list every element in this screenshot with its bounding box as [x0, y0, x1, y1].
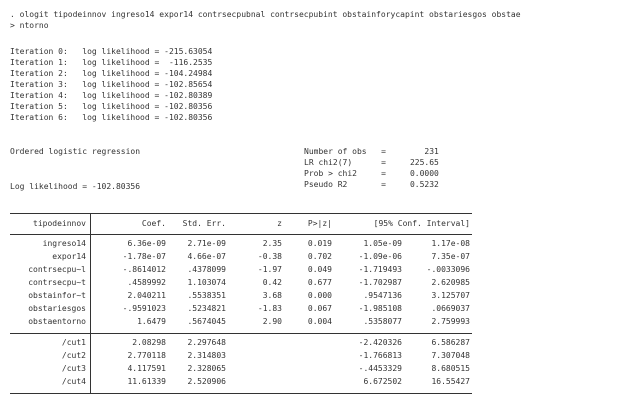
table-top-rule	[10, 213, 472, 214]
row-z: -0.38	[257, 252, 282, 261]
row-coef: -.8614012	[122, 265, 166, 274]
command-continuation: > ntorno	[10, 21, 49, 30]
row-variable: ingreso14	[42, 239, 86, 248]
row-variable: contrsecpu~l	[28, 265, 86, 274]
row-ci-low: 1.05e-09	[363, 239, 402, 248]
row-z: 0.42	[262, 278, 282, 287]
iteration-log	[10, 46, 212, 123]
header-conf-interval: [95% Conf. Interval]	[373, 219, 470, 228]
header-std-err: Std. Err.	[182, 219, 226, 228]
iteration-line: Iteration 3: log likelihood = -102.85654	[10, 80, 213, 89]
model-stat-line: LR chi2(7) = 225.65	[304, 158, 439, 167]
table-row	[10, 278, 472, 289]
row-variable: obstaentorno	[28, 317, 86, 326]
row-ci-low: -1.09e-06	[358, 252, 402, 261]
row-p-value: 0.677	[307, 278, 332, 287]
row-z: -1.97	[257, 265, 282, 274]
cut-coef: 11.61339	[127, 377, 166, 386]
table-row	[10, 265, 472, 276]
iteration-line: Iteration 2: log likelihood = -104.24984	[10, 69, 213, 78]
iteration-line: Iteration 0: log likelihood = -215.63054	[10, 47, 213, 56]
header-variable: tipodeinnov	[33, 219, 86, 228]
row-z: 3.68	[262, 291, 282, 300]
row-std-err: .5234821	[187, 304, 226, 313]
row-ci-high: -.0033096	[426, 265, 470, 274]
table-cut-row	[10, 364, 472, 375]
cut-ci-low: -2.420326	[358, 338, 402, 347]
table-bottom-rule	[10, 393, 472, 394]
cut-coef: 2.08298	[132, 338, 166, 347]
cut-coef: 2.770118	[127, 351, 166, 360]
row-coef: 6.36e-09	[127, 239, 166, 248]
row-p-value: 0.019	[307, 239, 332, 248]
row-p-value: 0.049	[307, 265, 332, 274]
cut-label: /cut2	[61, 351, 86, 360]
table-row	[10, 317, 472, 328]
row-coef: -1.78e-07	[122, 252, 166, 261]
model-stat-line: Pseudo R2 = 0.5232	[304, 180, 439, 189]
cut-ci-low: -1.766813	[358, 351, 402, 360]
row-coef: -.9591023	[122, 304, 166, 313]
row-variable: obstariesgos	[28, 304, 86, 313]
iteration-line: Iteration 5: log likelihood = -102.80356	[10, 102, 213, 111]
row-z: -1.83	[257, 304, 282, 313]
model-stat-line: Prob > chi2 = 0.0000	[304, 169, 439, 178]
row-variable: obstainfor~t	[28, 291, 86, 300]
row-ci-low: -1.719493	[358, 265, 402, 274]
row-z: 2.35	[262, 239, 282, 248]
row-z: 2.90	[262, 317, 282, 326]
cut-ci-high: 6.586287	[431, 338, 470, 347]
cut-ci-high: 16.55427	[431, 377, 470, 386]
header-p-value: P>|z|	[307, 219, 332, 228]
row-std-err: .5674045	[187, 317, 226, 326]
row-std-err: 1.103074	[187, 278, 226, 287]
row-std-err: .4378099	[187, 265, 226, 274]
cut-coef: 4.117591	[127, 364, 166, 373]
table-cut-row	[10, 377, 472, 388]
row-std-err: 2.71e-09	[187, 239, 226, 248]
log-likelihood: Log likelihood = -102.80356	[10, 182, 141, 191]
table-mid-rule	[10, 333, 472, 334]
model-stat-line: Number of obs = 231	[304, 147, 439, 156]
table-column-separator	[90, 213, 91, 393]
cut-std-err: 2.297648	[187, 338, 226, 347]
row-coef: 1.6479	[137, 317, 166, 326]
model-title: Ordered logistic regression	[10, 147, 141, 156]
row-p-value: 0.004	[307, 317, 332, 326]
cut-ci-high: 8.680515	[431, 364, 470, 373]
cut-label: /cut4	[61, 377, 86, 386]
cut-ci-low: 6.672502	[363, 377, 402, 386]
cut-ci-high: 7.307048	[431, 351, 470, 360]
cut-label: /cut3	[61, 364, 86, 373]
cut-label: /cut1	[61, 338, 86, 347]
table-header-row	[10, 219, 472, 230]
row-p-value: 0.067	[307, 304, 332, 313]
row-ci-high: 2.620985	[431, 278, 470, 287]
table-cut-row	[10, 338, 472, 349]
row-p-value: 0.702	[307, 252, 332, 261]
row-variable: contrsecpu~t	[28, 278, 86, 287]
cut-ci-low: -.4453329	[358, 364, 402, 373]
row-std-err: .5538351	[187, 291, 226, 300]
cut-std-err: 2.328065	[187, 364, 226, 373]
row-ci-high: 7.35e-07	[431, 252, 470, 261]
header-z: z	[277, 219, 282, 228]
row-p-value: 0.000	[307, 291, 332, 300]
table-header-rule	[10, 234, 472, 235]
iteration-line: Iteration 6: log likelihood = -102.80356	[10, 113, 213, 122]
command-line: . ologit tipodeinnov ingreso14 expor14 contrsecpubnal contrsecpubint obstainforycapint obstariesgos obstae	[10, 10, 521, 19]
row-coef: 2.040211	[127, 291, 166, 300]
cut-std-err: 2.520906	[187, 377, 226, 386]
iteration-line: Iteration 4: log likelihood = -102.80389	[10, 91, 213, 100]
row-ci-low: -1.702987	[358, 278, 402, 287]
row-ci-high: .0669037	[431, 304, 470, 313]
cut-std-err: 2.314803	[187, 351, 226, 360]
row-ci-low: .5358077	[363, 317, 402, 326]
row-ci-high: 1.17e-08	[431, 239, 470, 248]
row-variable: expor14	[52, 252, 86, 261]
row-coef: .4589992	[127, 278, 166, 287]
row-ci-high: 3.125707	[431, 291, 470, 300]
table-row	[10, 291, 472, 302]
header-coef: Coef.	[141, 219, 166, 228]
table-row	[10, 252, 472, 263]
table-row	[10, 304, 472, 315]
row-ci-high: 2.759993	[431, 317, 470, 326]
row-ci-low: .9547136	[363, 291, 402, 300]
table-row	[10, 239, 472, 250]
row-ci-low: -1.985108	[358, 304, 402, 313]
table-cut-row	[10, 351, 472, 362]
row-std-err: 4.66e-07	[187, 252, 226, 261]
model-stats	[304, 146, 439, 190]
iteration-line: Iteration 1: log likelihood = -116.2535	[10, 58, 213, 67]
